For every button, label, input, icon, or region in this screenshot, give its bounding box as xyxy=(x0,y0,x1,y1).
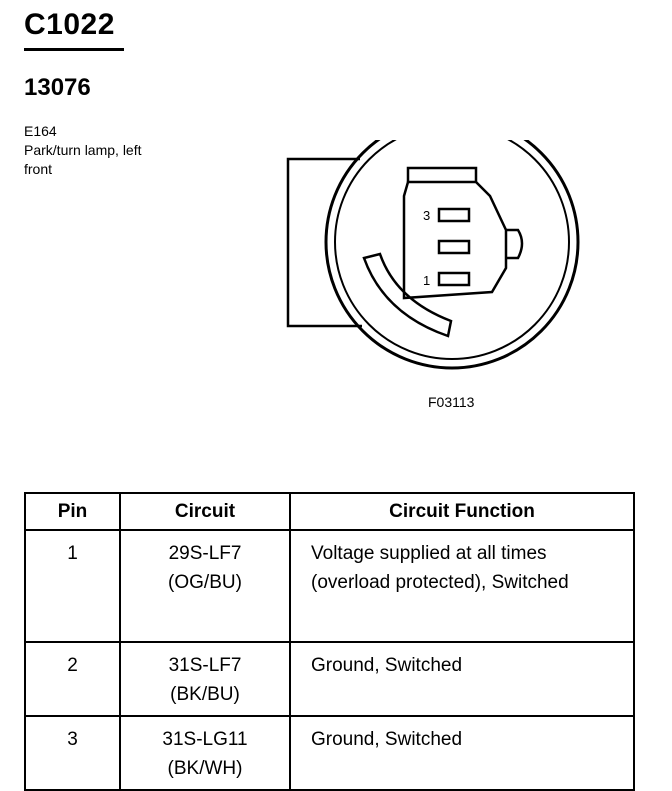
description-line: Park/turn lamp, left xyxy=(24,142,142,158)
table-row xyxy=(25,530,634,642)
wire-color: (BK/WH) xyxy=(167,758,243,779)
pin-3-label: 3 xyxy=(423,208,431,223)
function-cell xyxy=(290,716,634,790)
circuit-id: 29S-LF7 xyxy=(168,543,242,564)
function-cell xyxy=(290,642,634,716)
circuit-cell xyxy=(120,530,290,642)
figure-code: F03113 xyxy=(428,394,475,410)
connector-description xyxy=(24,122,184,179)
inner-ring xyxy=(335,140,569,359)
circuit-id: 31S-LF7 xyxy=(168,655,242,676)
part-number: 13076 xyxy=(24,74,91,101)
function-cell xyxy=(290,530,634,642)
header-circuit-function: Circuit Function xyxy=(290,493,634,530)
description-line: E164 xyxy=(24,123,57,139)
pin-3-terminal xyxy=(439,209,469,221)
wire-color: (BK/BU) xyxy=(170,684,240,705)
pin-cell: 1 xyxy=(25,530,120,642)
table-row xyxy=(25,642,634,716)
right-key-tab xyxy=(506,230,522,258)
circuit-id: 31S-LG11 xyxy=(162,729,248,750)
pin-2-terminal xyxy=(439,241,469,253)
pin-cell: 2 xyxy=(25,642,120,716)
title-underline xyxy=(24,48,124,51)
function-text: Voltage supplied at all times xyxy=(311,543,547,564)
pin-1-label: 1 xyxy=(423,273,431,288)
wire-color: (OG/BU) xyxy=(168,572,242,593)
top-key-tab xyxy=(408,168,476,182)
function-text: Ground, Switched xyxy=(311,729,463,750)
circuit-cell xyxy=(120,716,290,790)
function-text: Ground, Switched xyxy=(311,655,463,676)
circuit-cell xyxy=(120,642,290,716)
pin-cell: 3 xyxy=(25,716,120,790)
table-header-row xyxy=(25,493,634,530)
description-line: front xyxy=(24,161,53,177)
pin-1-terminal xyxy=(439,273,469,285)
header-pin: Pin xyxy=(25,493,120,530)
header-circuit: Circuit xyxy=(120,493,290,530)
table-row xyxy=(25,716,634,790)
function-text: (overload protected), Switched xyxy=(311,572,569,593)
connector-id: C1022 xyxy=(24,8,115,41)
pinout-table xyxy=(24,492,635,791)
connector-face-diagram xyxy=(280,140,590,380)
